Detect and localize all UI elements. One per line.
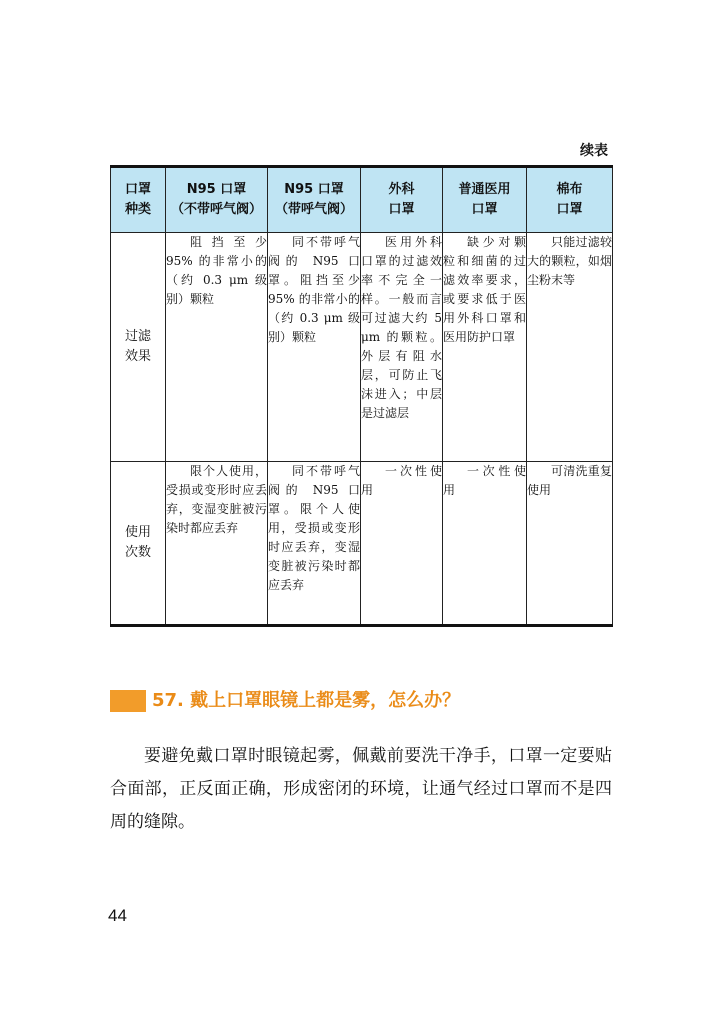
section-heading: 57. 戴上口罩眼镜上都是雾，怎么办？ xyxy=(152,690,461,711)
table-row-usage xyxy=(111,462,613,626)
table-header-row xyxy=(111,167,613,233)
table-cell: 限个人使用，受损或变形时应丢弃，变湿变脏被污染时都应丢弃 xyxy=(166,462,268,626)
mask-comparison-table xyxy=(110,165,613,627)
row-label-filtration: 过滤 效果 xyxy=(111,233,166,462)
table-cell: 同不带呼气阀的 N95 口罩。限个人使用，受损或变形时应丢弃，变湿变脏被污染时都应丢弃 xyxy=(268,462,361,626)
table-cell: 医用外科口罩的过滤效率不完全一样。一般而言可过滤大约 5 μm 的颗粒。外层有阻水层，可防止飞沫进入；中层是过滤层 xyxy=(361,233,443,462)
table-cell: 同不带呼气阀的 N95 口罩。阻挡至少 95% 的非常小的（约 0.3 μm 级别）颗粒 xyxy=(268,233,361,462)
section-heading-bar xyxy=(110,690,146,712)
header-surgical: 外科 口罩 xyxy=(361,167,443,233)
header-n95-no-valve: N95 口罩 （不带呼气阀） xyxy=(166,167,268,233)
header-cotton: 棉布 口罩 xyxy=(527,167,613,233)
continued-label: 续表 xyxy=(580,143,608,159)
table-row-filtration xyxy=(111,233,613,462)
table-cell: 可清洗重复使用 xyxy=(527,462,613,626)
header-medical: 普通医用 口罩 xyxy=(443,167,527,233)
table-cell: 缺少对颗粒和细菌的过滤效率要求，或要求低于医用外科口罩和医用防护口罩 xyxy=(443,233,527,462)
table-cell: 一次性使用 xyxy=(443,462,527,626)
page-number: 44 xyxy=(108,906,127,925)
body-paragraph: 要避免戴口罩时眼镜起雾，佩戴前要洗干净手，口罩一定要贴合面部，正反面正确，形成密闭的环境，让通气经过口罩而不是四周的缝隙。 xyxy=(110,746,612,832)
header-mask-type: 口罩 种类 xyxy=(111,167,166,233)
table-cell: 只能过滤较大的颗粒，如烟尘粉末等 xyxy=(527,233,613,462)
row-label-usage: 使用 次数 xyxy=(111,462,166,626)
table-cell: 一次性使用 xyxy=(361,462,443,626)
header-n95-valve: N95 口罩 （带呼气阀） xyxy=(268,167,361,233)
table-cell: 阻挡至少 95% 的非常小的（约 0.3 μm 级别）颗粒 xyxy=(166,233,268,462)
